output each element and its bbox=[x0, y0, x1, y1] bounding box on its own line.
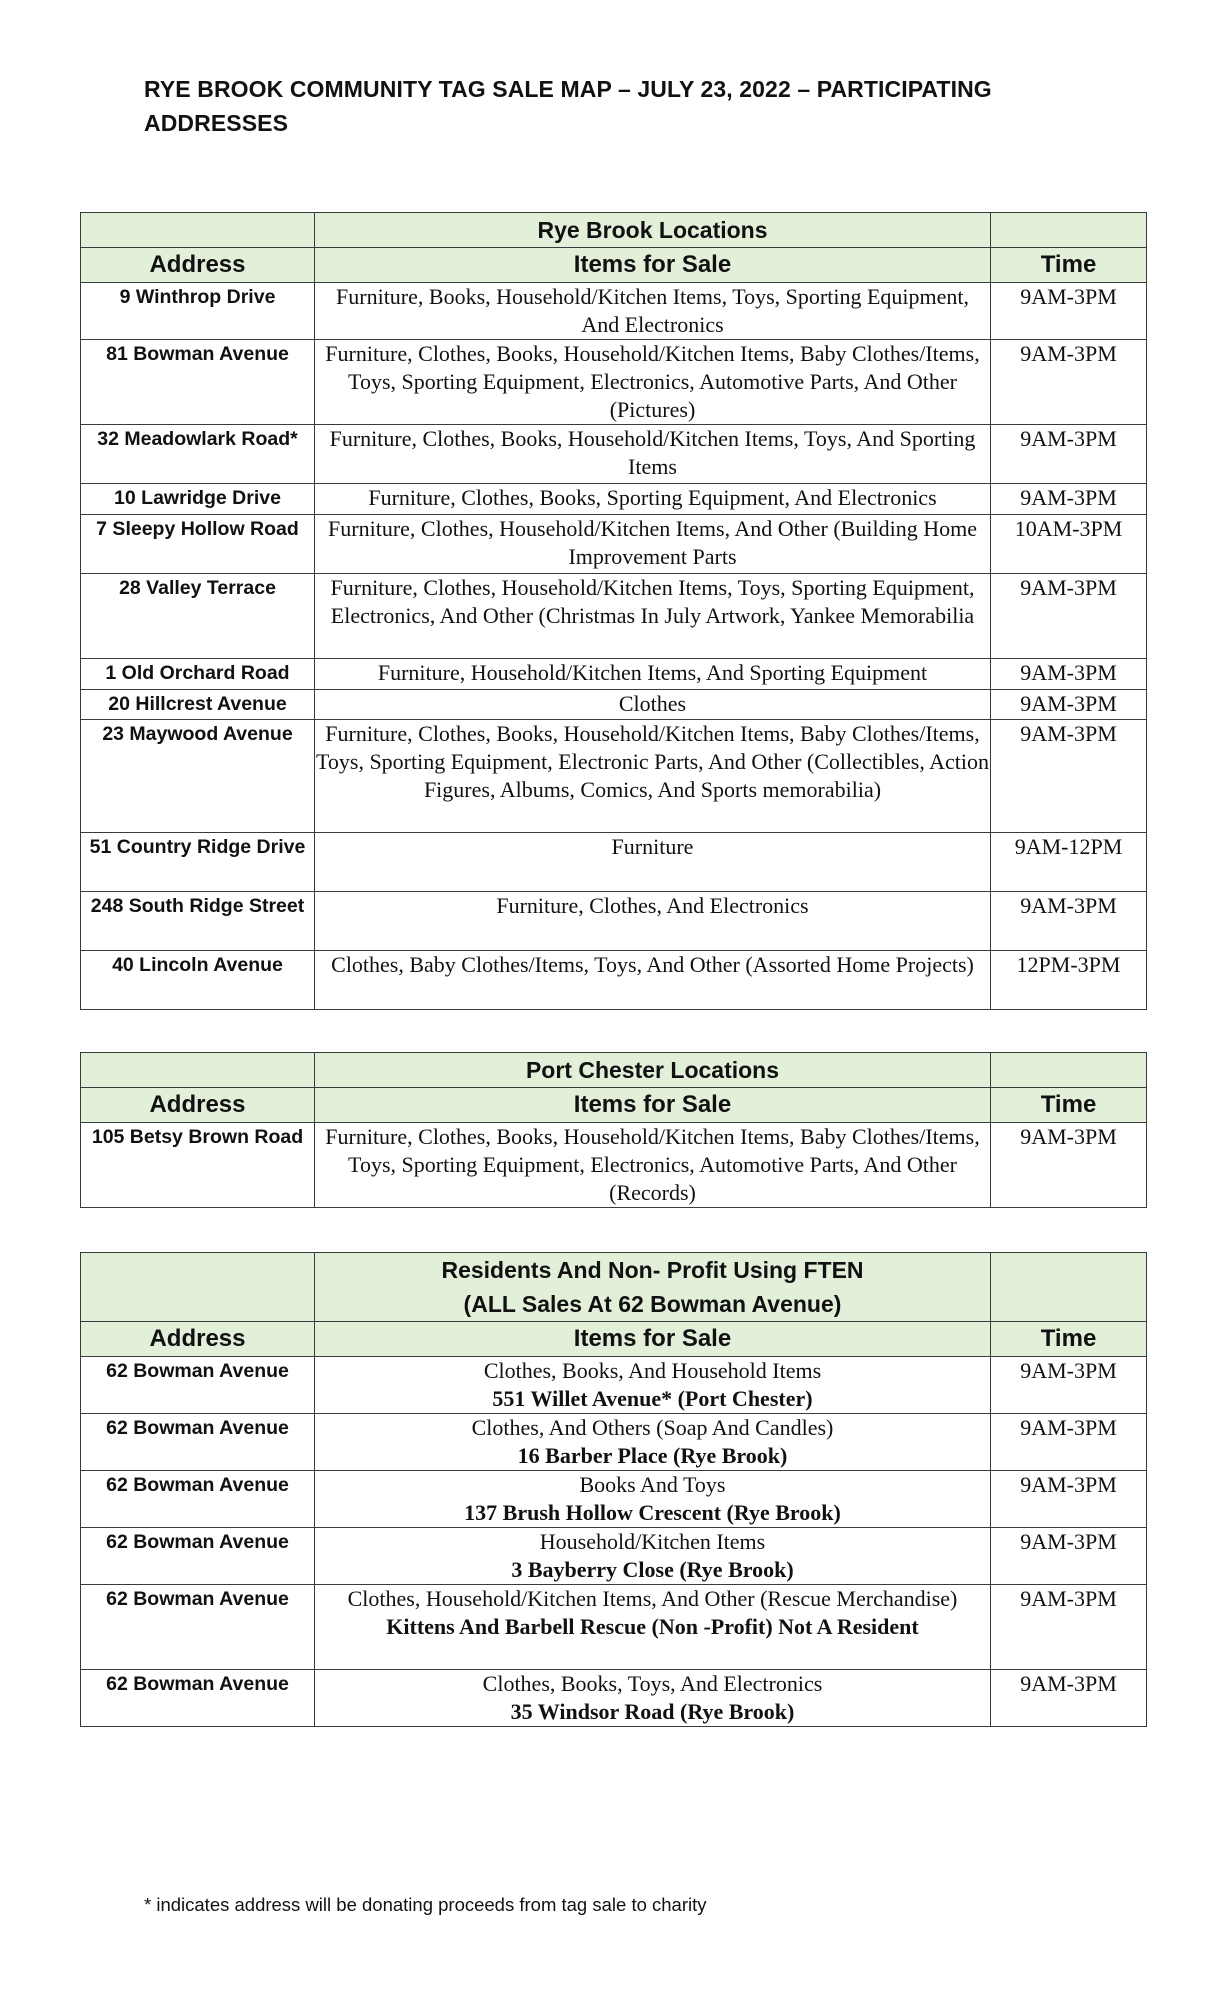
section-heading-row bbox=[81, 1253, 1147, 1322]
table-row bbox=[81, 1414, 1147, 1471]
section-heading-row bbox=[81, 1053, 1147, 1088]
column-header-time: Time bbox=[991, 248, 1147, 283]
address-cell: 248 South Ridge Street bbox=[81, 892, 315, 951]
items-cell: Furniture, Clothes, And Electronics bbox=[315, 892, 991, 951]
page-title: RYE BROOK COMMUNITY TAG SALE MAP – JULY 23, 2022 – PARTICIPATING ADDRESSES bbox=[144, 76, 992, 136]
table-row bbox=[81, 574, 1147, 659]
section-heading: Rye Brook Locations bbox=[315, 213, 991, 248]
table-row bbox=[81, 1357, 1147, 1414]
section-heading: Port Chester Locations bbox=[315, 1053, 991, 1088]
column-header-time: Time bbox=[991, 1322, 1147, 1357]
items-cell bbox=[315, 1585, 991, 1670]
items-cell bbox=[315, 1670, 991, 1727]
table-row bbox=[81, 340, 1147, 425]
address-cell: 28 Valley Terrace bbox=[81, 574, 315, 659]
items-text: Clothes, And Others (Soap And Candles) bbox=[471, 1415, 834, 1440]
time-cell: 9AM-3PM bbox=[991, 659, 1147, 690]
ften-table bbox=[80, 1252, 1147, 1727]
table-row bbox=[81, 690, 1147, 720]
address-cell: 62 Bowman Avenue bbox=[81, 1528, 315, 1585]
items-cell: Furniture, Clothes, Books, Household/Kitchen Items, Baby Clothes/Items, Toys, Sporting Equipment, Electronic Parts, And Other (Collectibles, Action Figures, Albums, Comics, And Sports memorabilia) bbox=[315, 720, 991, 833]
heading-blank-cell bbox=[991, 1053, 1147, 1088]
address-cell: 7 Sleepy Hollow Road bbox=[81, 515, 315, 574]
items-cell bbox=[315, 1471, 991, 1528]
column-header-address: Address bbox=[81, 1322, 315, 1357]
seller-text: Kittens And Barbell Rescue (Non -Profit) Not A Resident bbox=[386, 1614, 919, 1639]
address-cell: 62 Bowman Avenue bbox=[81, 1414, 315, 1471]
items-cell: Furniture, Clothes, Books, Household/Kitchen Items, Baby Clothes/Items, Toys, Sporting Equipment, Electronics, Automotive Parts, And Other (Pictures) bbox=[315, 340, 991, 425]
port-chester-table bbox=[80, 1052, 1147, 1208]
items-cell: Furniture, Books, Household/Kitchen Items, Toys, Sporting Equipment, And Electronics bbox=[315, 283, 991, 340]
time-cell: 9AM-3PM bbox=[991, 1471, 1147, 1528]
address-cell: 23 Maywood Avenue bbox=[81, 720, 315, 833]
seller-text: 16 Barber Place (Rye Brook) bbox=[517, 1443, 788, 1468]
table-row bbox=[81, 1528, 1147, 1585]
heading-blank-cell bbox=[81, 213, 315, 248]
items-cell bbox=[315, 1528, 991, 1585]
time-cell: 9AM-3PM bbox=[991, 1528, 1147, 1585]
items-text: Clothes, Books, Toys, And Electronics bbox=[482, 1671, 823, 1696]
items-cell: Clothes bbox=[315, 690, 991, 720]
column-header-row bbox=[81, 248, 1147, 283]
heading-blank-cell bbox=[991, 1253, 1147, 1322]
address-cell: 81 Bowman Avenue bbox=[81, 340, 315, 425]
items-cell: Furniture, Clothes, Books, Sporting Equipment, And Electronics bbox=[315, 484, 991, 515]
time-cell: 9AM-12PM bbox=[991, 833, 1147, 892]
items-cell bbox=[315, 1414, 991, 1471]
items-text: Clothes, Books, And Household Items bbox=[483, 1358, 822, 1383]
time-cell: 9AM-3PM bbox=[991, 1123, 1147, 1208]
column-header-items: Items for Sale bbox=[315, 248, 991, 283]
address-cell: 20 Hillcrest Avenue bbox=[81, 690, 315, 720]
items-text: Clothes, Household/Kitchen Items, And Other (Rescue Merchandise) bbox=[347, 1586, 958, 1611]
address-cell: 105 Betsy Brown Road bbox=[81, 1123, 315, 1208]
time-cell: 9AM-3PM bbox=[991, 720, 1147, 833]
heading-blank-cell bbox=[81, 1053, 315, 1088]
items-cell: Furniture, Clothes, Books, Household/Kitchen Items, Toys, And Sporting Items bbox=[315, 425, 991, 484]
time-cell: 9AM-3PM bbox=[991, 1585, 1147, 1670]
address-cell: 32 Meadowlark Road* bbox=[81, 425, 315, 484]
items-cell: Furniture bbox=[315, 833, 991, 892]
table-row bbox=[81, 1471, 1147, 1528]
items-cell bbox=[315, 1357, 991, 1414]
time-cell: 12PM-3PM bbox=[991, 951, 1147, 1010]
seller-text: 551 Willet Avenue* (Port Chester) bbox=[492, 1386, 813, 1411]
items-cell: Furniture, Clothes, Household/Kitchen Items, Toys, Sporting Equipment, Electronics, And Other (Christmas In July Artwork, Yankee Memorabilia bbox=[315, 574, 991, 659]
address-cell: 62 Bowman Avenue bbox=[81, 1357, 315, 1414]
time-cell: 9AM-3PM bbox=[991, 690, 1147, 720]
time-cell: 9AM-3PM bbox=[991, 892, 1147, 951]
column-header-address: Address bbox=[81, 248, 315, 283]
items-cell: Furniture, Clothes, Books, Household/Kitchen Items, Baby Clothes/Items, Toys, Sporting Equipment, Electronics, Automotive Parts, And Other (Records) bbox=[315, 1123, 991, 1208]
items-cell: Furniture, Clothes, Household/Kitchen Items, And Other (Building Home Improvement Parts bbox=[315, 515, 991, 574]
time-cell: 9AM-3PM bbox=[991, 484, 1147, 515]
seller-text: 137 Brush Hollow Crescent (Rye Brook) bbox=[464, 1500, 841, 1525]
table-row bbox=[81, 833, 1147, 892]
table-row bbox=[81, 951, 1147, 1010]
column-header-items: Items for Sale bbox=[315, 1088, 991, 1123]
address-cell: 62 Bowman Avenue bbox=[81, 1471, 315, 1528]
address-cell: 9 Winthrop Drive bbox=[81, 283, 315, 340]
time-cell: 9AM-3PM bbox=[991, 1357, 1147, 1414]
column-header-items: Items for Sale bbox=[315, 1322, 991, 1357]
items-cell: Clothes, Baby Clothes/Items, Toys, And Other (Assorted Home Projects) bbox=[315, 951, 991, 1010]
items-cell: Furniture, Household/Kitchen Items, And Sporting Equipment bbox=[315, 659, 991, 690]
table-row bbox=[81, 283, 1147, 340]
items-text: Books And Toys bbox=[579, 1472, 726, 1497]
table-row bbox=[81, 1670, 1147, 1727]
address-cell: 62 Bowman Avenue bbox=[81, 1585, 315, 1670]
address-cell: 1 Old Orchard Road bbox=[81, 659, 315, 690]
section-heading bbox=[315, 1253, 991, 1322]
section-heading-line1: Residents And Non- Profit Using FTEN bbox=[441, 1257, 864, 1283]
address-cell: 10 Lawridge Drive bbox=[81, 484, 315, 515]
column-header-time: Time bbox=[991, 1088, 1147, 1123]
table-row bbox=[81, 515, 1147, 574]
time-cell: 9AM-3PM bbox=[991, 340, 1147, 425]
heading-blank-cell bbox=[991, 213, 1147, 248]
seller-text: 35 Windsor Road (Rye Brook) bbox=[510, 1699, 795, 1724]
time-cell: 9AM-3PM bbox=[991, 1414, 1147, 1471]
column-header-address: Address bbox=[81, 1088, 315, 1123]
time-cell: 9AM-3PM bbox=[991, 425, 1147, 484]
table-row bbox=[81, 1123, 1147, 1208]
rye-brook-table bbox=[80, 212, 1147, 1010]
address-cell: 51 Country Ridge Drive bbox=[81, 833, 315, 892]
heading-blank-cell bbox=[81, 1253, 315, 1322]
table-row bbox=[81, 892, 1147, 951]
seller-text: 3 Bayberry Close (Rye Brook) bbox=[511, 1557, 794, 1582]
table-row bbox=[81, 659, 1147, 690]
time-cell: 9AM-3PM bbox=[991, 574, 1147, 659]
table-row bbox=[81, 484, 1147, 515]
footnote: * indicates address will be donating proceeds from tag sale to charity bbox=[144, 1894, 707, 1915]
table-row bbox=[81, 425, 1147, 484]
column-header-row bbox=[81, 1322, 1147, 1357]
address-cell: 40 Lincoln Avenue bbox=[81, 951, 315, 1010]
section-heading-row bbox=[81, 213, 1147, 248]
items-text: Household/Kitchen Items bbox=[539, 1529, 766, 1554]
time-cell: 9AM-3PM bbox=[991, 1670, 1147, 1727]
table-row bbox=[81, 1585, 1147, 1670]
address-cell: 62 Bowman Avenue bbox=[81, 1670, 315, 1727]
section-heading-line2: (ALL Sales At 62 Bowman Avenue) bbox=[463, 1291, 842, 1317]
time-cell: 10AM-3PM bbox=[991, 515, 1147, 574]
time-cell: 9AM-3PM bbox=[991, 283, 1147, 340]
table-row bbox=[81, 720, 1147, 833]
column-header-row bbox=[81, 1088, 1147, 1123]
